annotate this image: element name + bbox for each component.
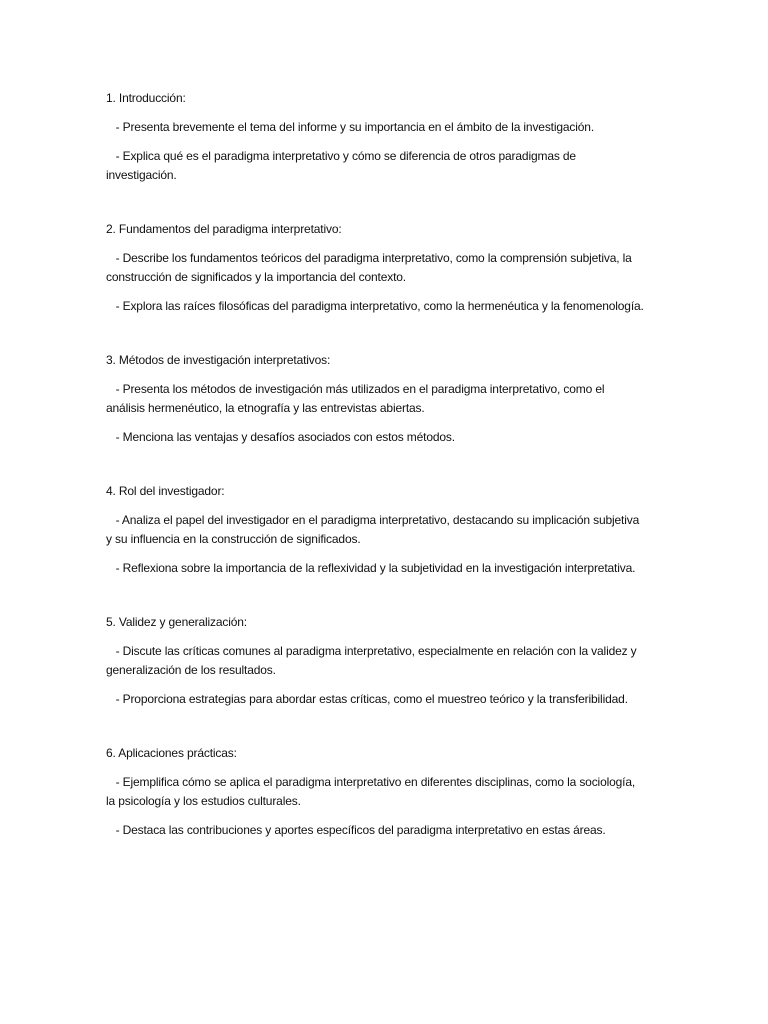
section-metodos <box>106 351 646 447</box>
section-bullet: - Presenta brevemente el tema del informe y su importancia en el ámbito de la investigación. <box>106 120 595 134</box>
section-bullet: - Reflexiona sobre la importancia de la reflexividad y la subjetividad en la investigación interpretativa. <box>106 561 636 575</box>
section-heading: 5. Validez y generalización: <box>106 615 247 629</box>
section-bullet: - Ejemplifica cómo se aplica el paradigma interpretativo en diferentes disciplinas, como la sociología, la psicología y los estudios culturales. <box>106 775 639 808</box>
section-rol-investigador <box>106 482 646 578</box>
section-bullet: - Describe los fundamentos teóricos del paradigma interpretativo, como la comprensión subjetiva, la construcción de significados y la importancia del contexto. <box>106 251 635 284</box>
section-heading: 2. Fundamentos del paradigma interpretativo: <box>106 222 342 236</box>
section-bullet: - Explica qué es el paradigma interpretativo y cómo se diferencia de otros paradigmas de investigación. <box>106 149 580 182</box>
section-heading: 6. Aplicaciones prácticas: <box>106 746 237 760</box>
section-bullet: - Menciona las ventajas y desafíos asociados con estos métodos. <box>106 430 455 444</box>
section-validez <box>106 613 646 709</box>
section-bullet: - Analiza el papel del investigador en el paradigma interpretativo, destacando su implicación subjetiva y su influencia en la construcción de significados. <box>106 513 643 546</box>
section-bullet: - Discute las críticas comunes al paradigma interpretativo, especialmente en relación con la validez y generalización de los resultados. <box>106 644 640 677</box>
section-heading: 3. Métodos de investigación interpretativos: <box>106 353 331 367</box>
section-bullet: - Presenta los métodos de investigación más utilizados en el paradigma interpretativo, como el análisis hermenéutico, la etnografía y las entrevistas abiertas. <box>106 382 608 415</box>
section-bullet: - Explora las raíces filosóficas del paradigma interpretativo, como la hermenéutica y la fenomenología. <box>106 299 644 313</box>
section-bullet: - Destaca las contribuciones y aportes específicos del paradigma interpretativo en estas áreas. <box>106 823 606 837</box>
section-heading: 1. Introducción: <box>106 91 186 105</box>
section-heading: 4. Rol del investigador: <box>106 484 225 498</box>
section-aplicaciones <box>106 744 646 840</box>
section-bullet: - Proporciona estrategias para abordar estas críticas, como el muestreo teórico y la transferibilidad. <box>106 692 628 706</box>
document-body <box>106 89 646 875</box>
section-introduccion <box>106 89 646 185</box>
section-fundamentos <box>106 220 646 316</box>
